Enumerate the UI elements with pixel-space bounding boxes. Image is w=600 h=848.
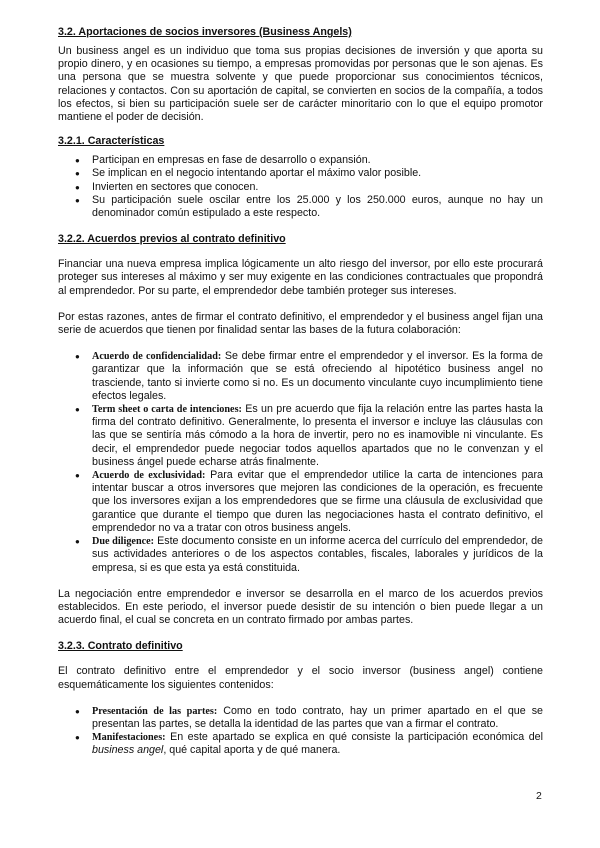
acuerdos-heading: 3.2.2. Acuerdos previos al contrato definitivo <box>58 233 286 246</box>
acuerdos-paragraph-2: Por estas razones, antes de firmar el contrato definitivo, el emprendedor y el business angel fijan una serie de acuerdos que tienen por finalidad sentar las bases de la futura colaboración: <box>58 310 543 337</box>
list-item <box>58 469 543 535</box>
list-item: ● Su participación suele oscilar entre los 25.000 y los 250.000 euros, aunque no hay un denominador común estipulado a este respecto. <box>58 194 543 220</box>
acuerdos-paragraph-3: La negociación entre emprendedor e inversor se desarrolla en el marco de los acuerdos previos establecidos. En este periodo, el inversor puede desistir de su intención o bien puede llegar a un acuerdo final, el cual se concreta en un contrato firmado por ambas partes. <box>58 587 543 627</box>
section-heading: 3.2. Aportaciones de socios inversores (Business Angels) <box>58 26 352 38</box>
term-text: Se debe firmar entre el emprendedor y el inversor. Es la forma de garantizar que la información que se está ofreciendo al hipotético business angel no trasciende, tanto si invierte como si no. Es un documento vinculante cuyo incumplimiento tiene efectos legales. <box>92 350 543 402</box>
term-label: Acuerdo de confidencialidad: <box>92 351 222 363</box>
list-item <box>58 731 543 757</box>
contrato-paragraph: El contrato definitivo entre el emprendedor y el socio inversor (business angel) contiene esquemáticamente los siguientes contenidos: <box>58 665 543 691</box>
term-text: , qué capital aporta y de qué manera. <box>163 744 341 757</box>
contrato-list <box>58 705 543 758</box>
intro-paragraph: Un business angel es un individuo que toma sus propias decisiones de inversión y que aporta su propio dinero, y en ocasiones su tiempo, a empresas promovidas por personas que le son ajenas. Es una persona que se muestra solvente y que puede proporcionar sus conocimientos técnicos, relaciones y contactos. Con su aportación de capital, se convierten en socios de la compañía, a todos los efectos, si bien su participación suele ser de carácter minoritario con lo que el equipo promotor mantiene el poder de decisión. <box>58 45 543 124</box>
term-label: Acuerdo de exclusividad: <box>92 470 206 482</box>
term-label: Due diligence: <box>92 536 155 548</box>
caracteristicas-heading: 3.2.1. Características <box>58 135 165 148</box>
list-item: ● Participan en empresas en fase de desarrollo o expansión. <box>58 154 543 167</box>
caracteristicas-list <box>58 154 543 220</box>
term-text: Para evitar que el emprendedor utilice la carta de intenciones para intentar buscar a otros inversores que mejoren las condiciones de la operación, es frecuente que los inversores exijan a los emprendedores que se firme una cláusula de exclusividad que garantice que durante el tiempo que duren las negociaciones hasta el contrato definitivo, el emprendedor no va a tratar con otros business angels. <box>92 469 543 534</box>
list-item: ● Se implican en el negocio intentando aportar el máximo valor posible. <box>58 167 543 180</box>
term-label: Manifestaciones: <box>92 732 166 744</box>
list-item: ● Invierten en sectores que conocen. <box>58 181 543 194</box>
term-text: Es un pre acuerdo que fija la relación entre las partes hasta la firma del contrato definitivo. Generalmente, lo presenta el inversor e incluye las cláusulas con las que se sentiría más cómodo a la hora de invertir, pero no es inamovible ni vinculante. Es decir, el emprendedor puede negociar todos aquellos apartados que no le convenzan y el business ángel puede echarse atrás finalmente. <box>92 403 543 468</box>
list-item <box>58 350 543 403</box>
term-label: Presentación de las partes: <box>92 705 218 717</box>
list-item <box>58 535 543 575</box>
document-page <box>58 26 543 758</box>
acuerdos-list <box>58 350 543 574</box>
list-item <box>58 705 543 731</box>
term-text: En este apartado se explica en qué consiste la participación económica del <box>165 731 543 744</box>
term-label: Term sheet o carta de intenciones: <box>92 404 242 416</box>
term-text: Como en todo contrato, hay un primer apartado en el que se presentan las partes, se detalla la identidad de las partes que van a firmar el contrato. <box>92 704 543 730</box>
acuerdos-paragraph-1: Financiar una nueva empresa implica lógicamente un alto riesgo del inversor, por ello este procurará proteger sus intereses al máximo y ser muy exigente en las condiciones contractuales que propondrá al emprendedor. Por su parte, el emprendedor debe también proteger sus intereses. <box>58 258 543 297</box>
term-emphasis: business angel <box>92 744 164 757</box>
contrato-heading: 3.2.3. Contrato definitivo <box>58 640 183 653</box>
list-item <box>58 403 543 469</box>
term-text: Este documento consiste en un informe acerca del currículo del emprendedor, de sus actividades anteriores o de los aspectos contables, fiscales, laborales y jurídicos de la empresa, si es que esta ya está constituida. <box>92 535 543 574</box>
page-number: 2 <box>536 790 542 802</box>
